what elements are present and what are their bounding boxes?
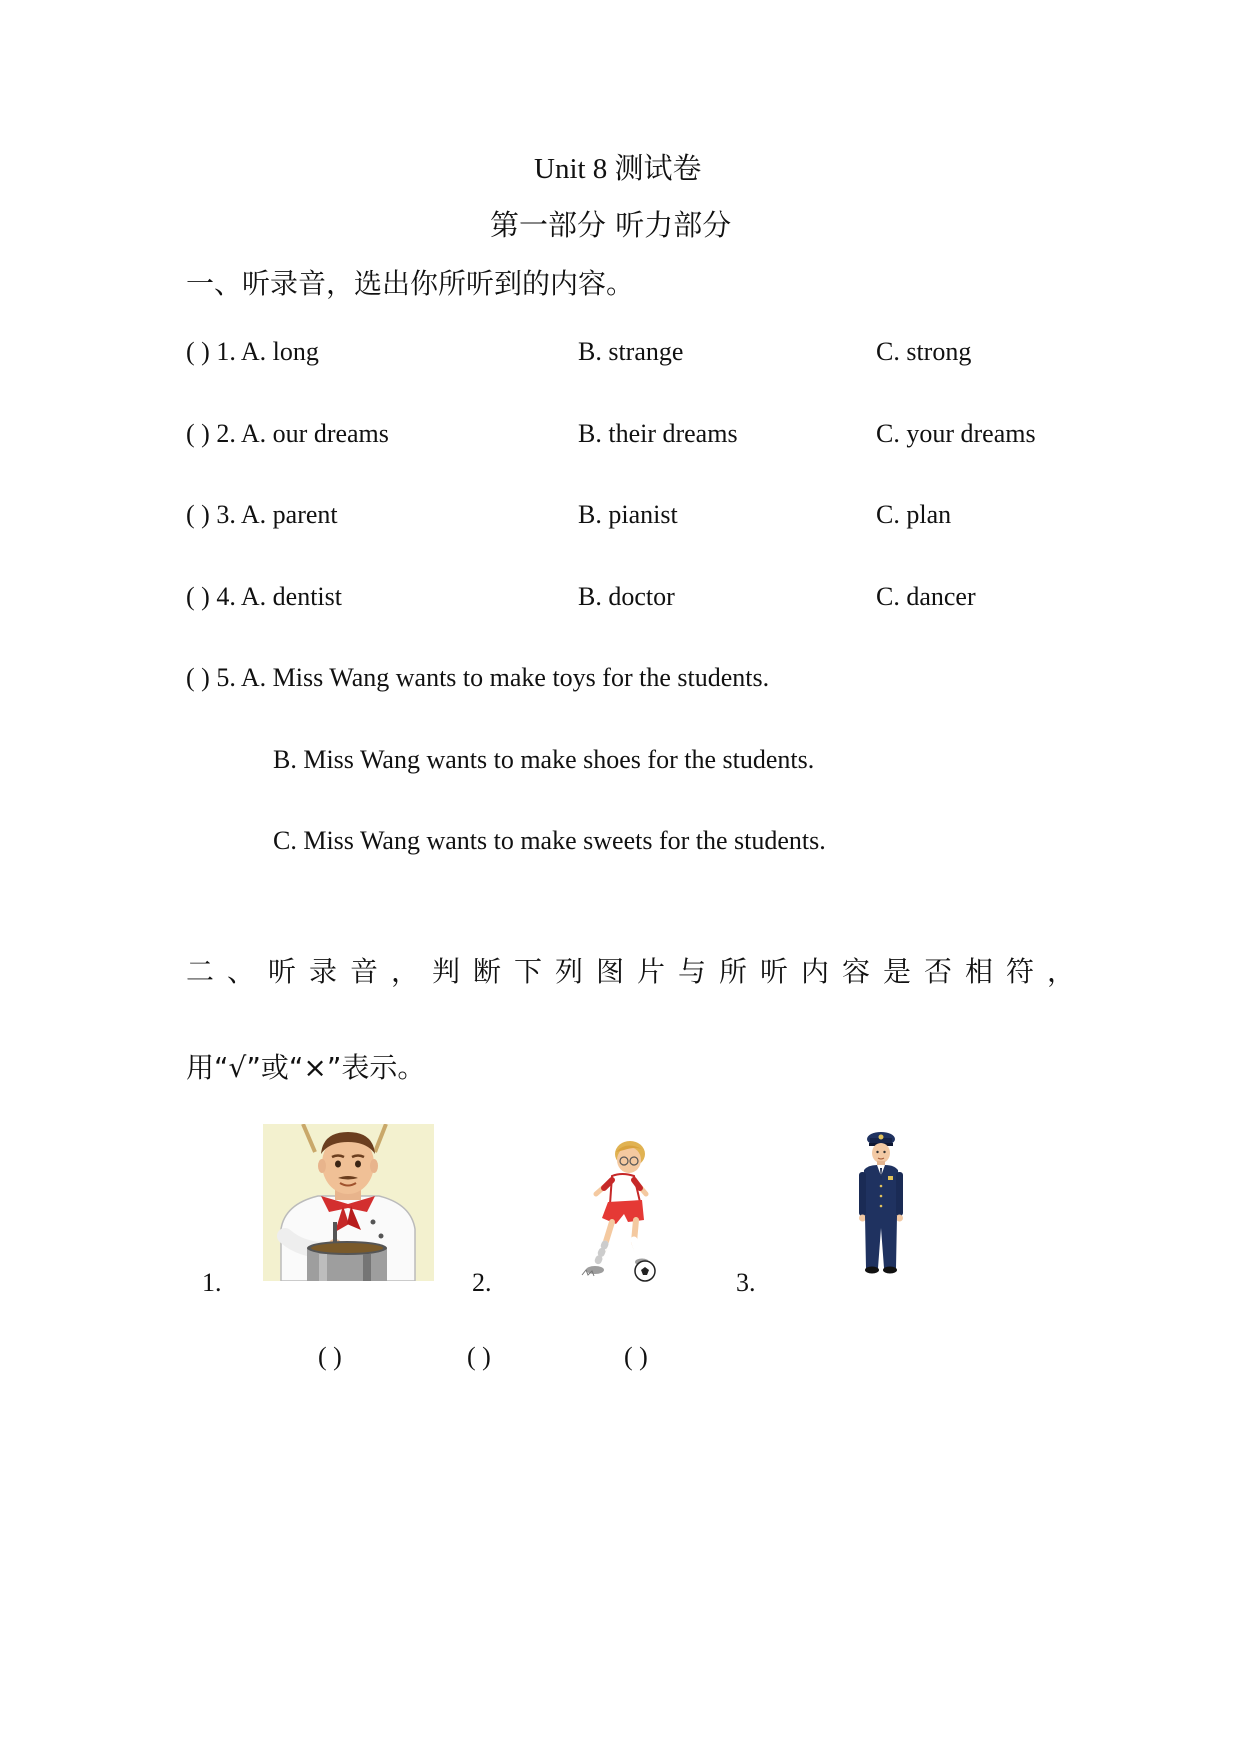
q5-option-c: C. Miss Wang wants to make sweets for the students. (273, 826, 826, 855)
picture-number-3: 3. (736, 1268, 756, 1297)
answer-blank-1[interactable]: ( ) (318, 1342, 342, 1371)
q5-option-a: ( ) 5. A. Miss Wang wants to make toys for the students. (186, 663, 770, 692)
chef-cooking-icon (263, 1124, 434, 1281)
q4-option-a: ( ) 4. A. dentist (186, 582, 342, 611)
q3-option-a: ( ) 3. A. parent (186, 500, 338, 529)
q3-option-b: B. pianist (578, 500, 678, 529)
police-officer-icon (856, 1128, 906, 1278)
q5-option-b: B. Miss Wang wants to make shoes for the students. (273, 745, 815, 774)
section2-heading-line2: 用“√”或“×”表示。 (186, 1051, 426, 1084)
q2-option-c: C. your dreams (876, 419, 1036, 448)
section1-heading: 一、听录音，选出你所听到的内容。 (186, 267, 635, 300)
answer-blank-2[interactable]: ( ) (467, 1342, 491, 1371)
section2-heading-line1: 二、听录音，判断下列图片与所听内容是否相符， (186, 955, 1089, 988)
q1-option-c: C. strong (876, 337, 972, 366)
q1-option-b: B. strange (578, 337, 684, 366)
q4-option-b: B. doctor (578, 582, 675, 611)
q1-option-a: ( ) 1. A. long (186, 337, 319, 366)
q3-option-c: C. plan (876, 500, 952, 529)
answer-blank-3[interactable]: ( ) (624, 1342, 648, 1371)
picture-number-1: 1. (202, 1268, 222, 1297)
page-title: Unit 8 测试卷 (534, 153, 702, 185)
part-title: 第一部分 听力部分 (490, 208, 732, 242)
q4-option-c: C. dancer (876, 582, 976, 611)
q2-option-a: ( ) 2. A. our dreams (186, 419, 389, 448)
soccer-player-icon (574, 1136, 664, 1282)
picture-number-2: 2. (472, 1268, 492, 1297)
q2-option-b: B. their dreams (578, 419, 738, 448)
